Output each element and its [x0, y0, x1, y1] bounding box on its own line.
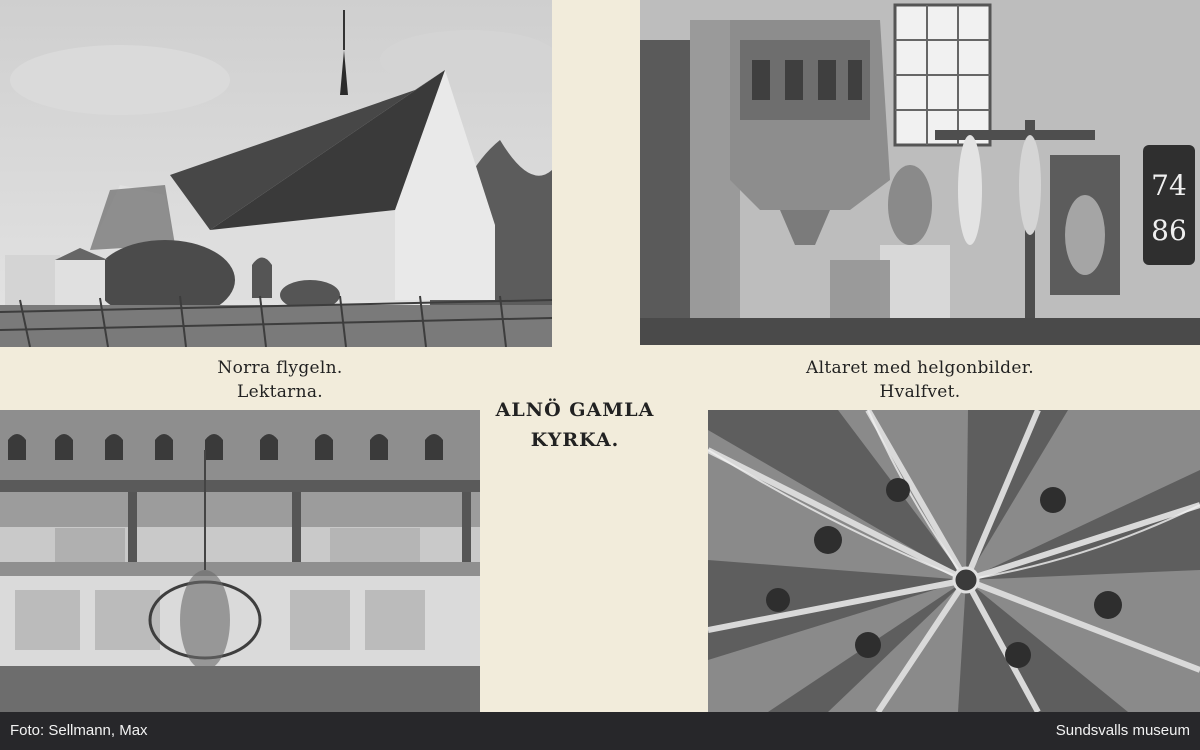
museum-name: Sundsvalls museum: [1055, 722, 1190, 739]
postcard-title: [490, 395, 660, 455]
title-line-1: ALNÖ GAMLA: [495, 399, 655, 421]
caption-norra-flygeln: Norra flygeln.: [217, 358, 343, 378]
caption-lektarna: Lektarna.: [237, 382, 323, 402]
caption-hvalfvet: Hvalfvet.: [879, 382, 961, 402]
footer-bar: [0, 712, 1200, 750]
caption-altaret: Altaret med helgonbilder.: [806, 358, 1034, 378]
vault-photo: [708, 410, 1200, 712]
title-line-2: KYRKA.: [530, 429, 620, 451]
altar-board-top-number: 74: [1151, 169, 1187, 202]
photo-credit: Foto: Sellmann, Max: [10, 722, 148, 739]
caption-left: [180, 356, 380, 404]
altar-photo: [640, 0, 1200, 345]
church-exterior-photo: [0, 0, 552, 347]
altar-board-bottom-number: 86: [1151, 214, 1187, 247]
caption-right: [760, 356, 1080, 404]
gallery-photo: [0, 410, 480, 712]
